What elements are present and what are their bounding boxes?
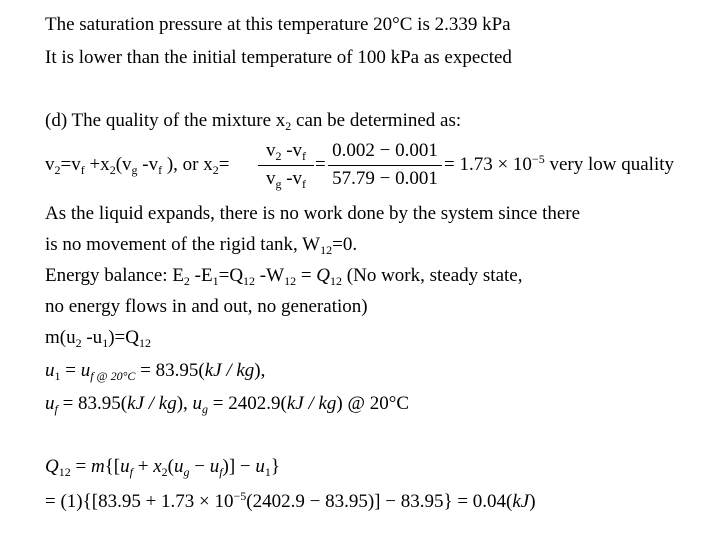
quality-equation-lhs: $v_2=v_f +x_2(v_g$ $-v_f$ ), or $x_2=$ — [45, 154, 230, 177]
u1-equation: $u_1 = u_{f @ 20^\circ C} = 83.95(kJ / kg)$, — [45, 360, 266, 383]
no-movement-line: is no movement of the rigid tank, $W_{12}=0$. — [45, 234, 358, 257]
energy-balance-line: Energy balance: $E_2$ $-E_1=Q_{12}$ $-W_{12} = Q_{12}$ (No work, steady state, — [45, 265, 523, 288]
mass-energy-line: $m(u_2$ $-u_1)=Q_{12}$ — [45, 327, 151, 350]
fraction-2-numerator: 0.002 − 0.001 — [332, 140, 438, 161]
saturation-pressure-line: The saturation pressure at this temperature 20°C is 2.339 kPa — [45, 14, 511, 35]
equals-sign: = — [315, 154, 326, 175]
fraction-1-bar — [258, 165, 314, 166]
fraction-2-bar — [328, 165, 442, 166]
quality-result: = $1.73 \times 10^{-5}$ very low quality — [444, 152, 674, 175]
fraction-1-numerator: $v_2$ $-v_f$ — [265, 140, 307, 163]
uf-ug-equation: $u_f = 83.95(kJ / kg)$, $u_g = 2402.9(kJ / kg)$ @ 20°C — [45, 393, 410, 416]
part-d-heading: (d) The quality of the mixture $x_2$ can be determined as: — [45, 110, 462, 133]
no-energy-flows-line: no energy flows in and out, no generation) — [45, 296, 368, 317]
liquid-expands-line: As the liquid expands, there is no work done by the system since there — [45, 203, 581, 224]
fraction-2-denominator: 57.79 − 0.001 — [332, 168, 438, 189]
lower-pressure-line: It is lower than the initial temperature of 100 kPa as expected — [45, 47, 512, 68]
fraction-1-denominator: $v_g$ $-v_f$ — [265, 168, 307, 191]
final-result-equation: = $(1)\{[83.95 + 1.73 \times 10^{-5}(2402.9 - 83.95)] - 83.95\} = 0.04(kJ)$ — [45, 489, 536, 512]
q12-equation: $Q_{12} = m\{[u_f + x_2(u_g - u_f)] - u_1\}$ — [45, 456, 281, 479]
